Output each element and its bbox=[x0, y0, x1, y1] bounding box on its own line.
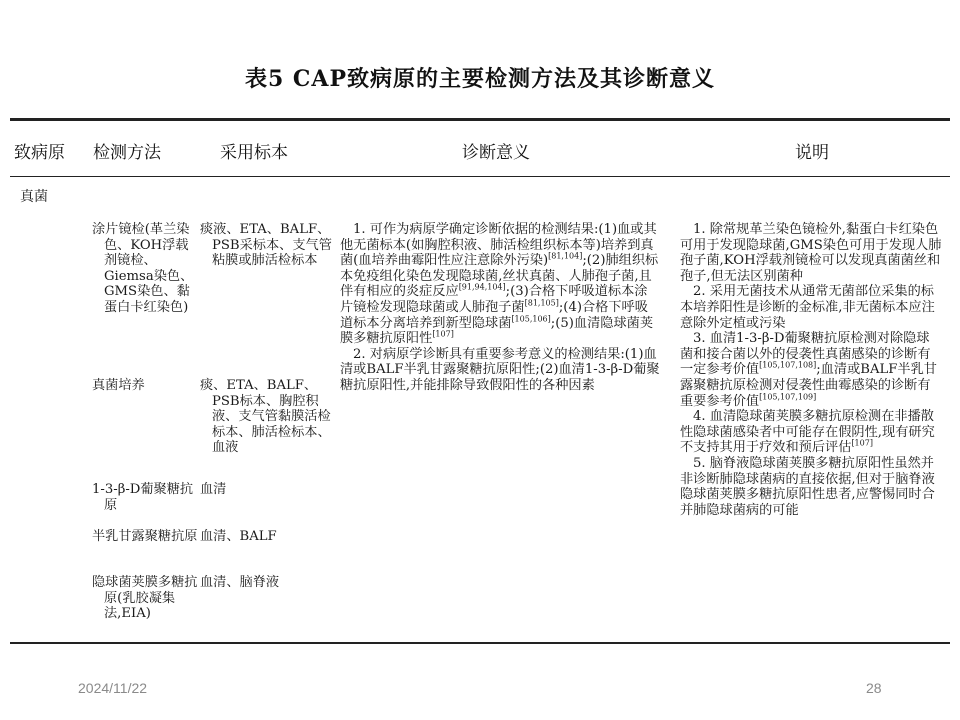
method-smear-microscopy: 涂片镜检(革兰染色、KOH浮载剂镜检、Giemsa染色、GMS染色、黏蛋白卡红染色) bbox=[92, 222, 194, 315]
significance-p1-a: 1. 可作为病原学确定诊断依据的检测结果:(1)血或其他无菌标本(如胸腔积液、肺活检组织标本等)培养到真菌(血培养曲霉阳性应注意除外污染) bbox=[340, 222, 657, 269]
notes-n4-a: 4. 血清隐球菌荚膜多糖抗原检测在非播散性隐球菌感染者中可能存在假阴性,现有研究不支持其用于疗效和预后评估 bbox=[680, 409, 935, 456]
footer-page-number: 28 bbox=[866, 680, 882, 696]
notes-paragraph-1: 1. 除常规革兰染色镜检外,黏蛋白卡红染色可用于发现隐球菌,GMS染色可用于发现人肺孢子菌,KOH浮载剂镜检可以发现真菌菌丝和孢子,但无法区别菌种 bbox=[680, 222, 942, 284]
specimen-smear: 痰液、ETA、BALF、PSB采标本、支气管粘膜或肺活检标本 bbox=[200, 222, 332, 269]
notes-ref-4: [107] bbox=[851, 438, 873, 448]
notes-n3-a: 3. 血清1-3-β-D葡聚糖抗原检测对除隐球菌和接合菌以外的侵袭性真菌感染的诊断有一定参考价值 bbox=[680, 331, 931, 378]
significance-paragraph-1 bbox=[340, 222, 660, 347]
specimen-cryptococcal: 血清、脑脊液 bbox=[200, 575, 280, 590]
header-method: 检测方法 bbox=[93, 143, 161, 163]
significance-ref-3: [81,105] bbox=[524, 298, 559, 308]
notes-paragraph-2: 2. 采用无菌技术从通常无菌部位采集的标本培养阳性是诊断的金标准,非无菌标本应注意除外定植或污染 bbox=[680, 284, 935, 331]
notes-n3-b: ;血清或BALF半乳甘露聚糖抗原检测对侵袭性曲霉感染的诊断有重要参考价值 bbox=[680, 362, 937, 409]
notes-paragraph-5: 5. 脑脊液隐球菌荚膜多糖抗原阳性虽然并非诊断肺隐球菌病的直接依据,但对于脑脊液隐球菌荚膜多糖抗原阳性患者,应警惕同时合并肺隐球菌病的可能 bbox=[680, 455, 935, 518]
significance-p1-b: ;(2)肺组织标本免疫组化染色发现隐球菌,丝状真菌、人肺孢子菌,且伴有相应的炎症反应 bbox=[340, 253, 659, 300]
notes-ref-3b: [105,107,109] bbox=[759, 392, 817, 402]
specimen-galactomannan: 血清、BALF bbox=[200, 529, 277, 544]
table-bottom-rule bbox=[10, 642, 950, 644]
significance-ref-1: [81,104] bbox=[548, 251, 583, 261]
notes-paragraph-4 bbox=[680, 409, 942, 456]
footer-date: 2024/11/22 bbox=[78, 680, 148, 696]
header-pathogen: 致病原 bbox=[14, 143, 65, 163]
significance-p1-c: ;(3)合格下呼吸道标本涂片镜检发现隐球菌或人肺孢子菌 bbox=[340, 284, 648, 315]
header-specimen: 采用标本 bbox=[220, 143, 288, 163]
method-glucan-antigen: 1-3-β-D葡聚糖抗原 bbox=[92, 482, 194, 513]
significance-p1-d: ;(4)合格下呼吸道标本分离培养到新型隐球菌 bbox=[340, 299, 648, 331]
method-galactomannan-antigen: 半乳甘露聚糖抗原 bbox=[92, 529, 198, 544]
header-notes: 说明 bbox=[795, 143, 829, 163]
significance-ref-5: [107] bbox=[432, 329, 454, 339]
specimen-glucan: 血清 bbox=[200, 482, 227, 497]
significance-paragraph-2: 2. 对病原学诊断具有重要参考意义的检测结果:(1)血清或BALF半乳甘露聚糖抗原阳性;(2)血清1-3-β-D葡聚糖抗原阳性,并能排除导致假阳性的各种因素 bbox=[340, 346, 660, 393]
method-fungal-culture: 真菌培养 bbox=[92, 378, 145, 393]
specimen-culture: 痰、ETA、BALF、PSB标本、胸腔积液、支气管黏膜活检标本、肺活检标本、血液 bbox=[200, 378, 331, 456]
significance-ref-2: [91,94,104] bbox=[458, 282, 506, 292]
significance-text bbox=[340, 222, 660, 394]
table-top-rule bbox=[10, 118, 950, 121]
notes-text bbox=[680, 222, 942, 518]
header-significance: 诊断意义 bbox=[462, 143, 530, 163]
significance-ref-4: [105,106] bbox=[511, 314, 551, 324]
significance-p1-e: ;(5)血清隐球菌荚膜多糖抗原阳性 bbox=[340, 315, 654, 347]
notes-ref-3a: [105,107,108] bbox=[759, 360, 817, 370]
notes-paragraph-3 bbox=[680, 331, 942, 409]
group-label-fungi: 真菌 bbox=[20, 189, 48, 205]
table-title: 表5 CAP致病原的主要检测方法及其诊断意义 bbox=[244, 66, 716, 92]
method-cryptococcal-antigen: 隐球菌荚膜多糖抗原(乳胶凝集法,EIA) bbox=[92, 575, 198, 622]
table-header-rule bbox=[10, 176, 950, 177]
